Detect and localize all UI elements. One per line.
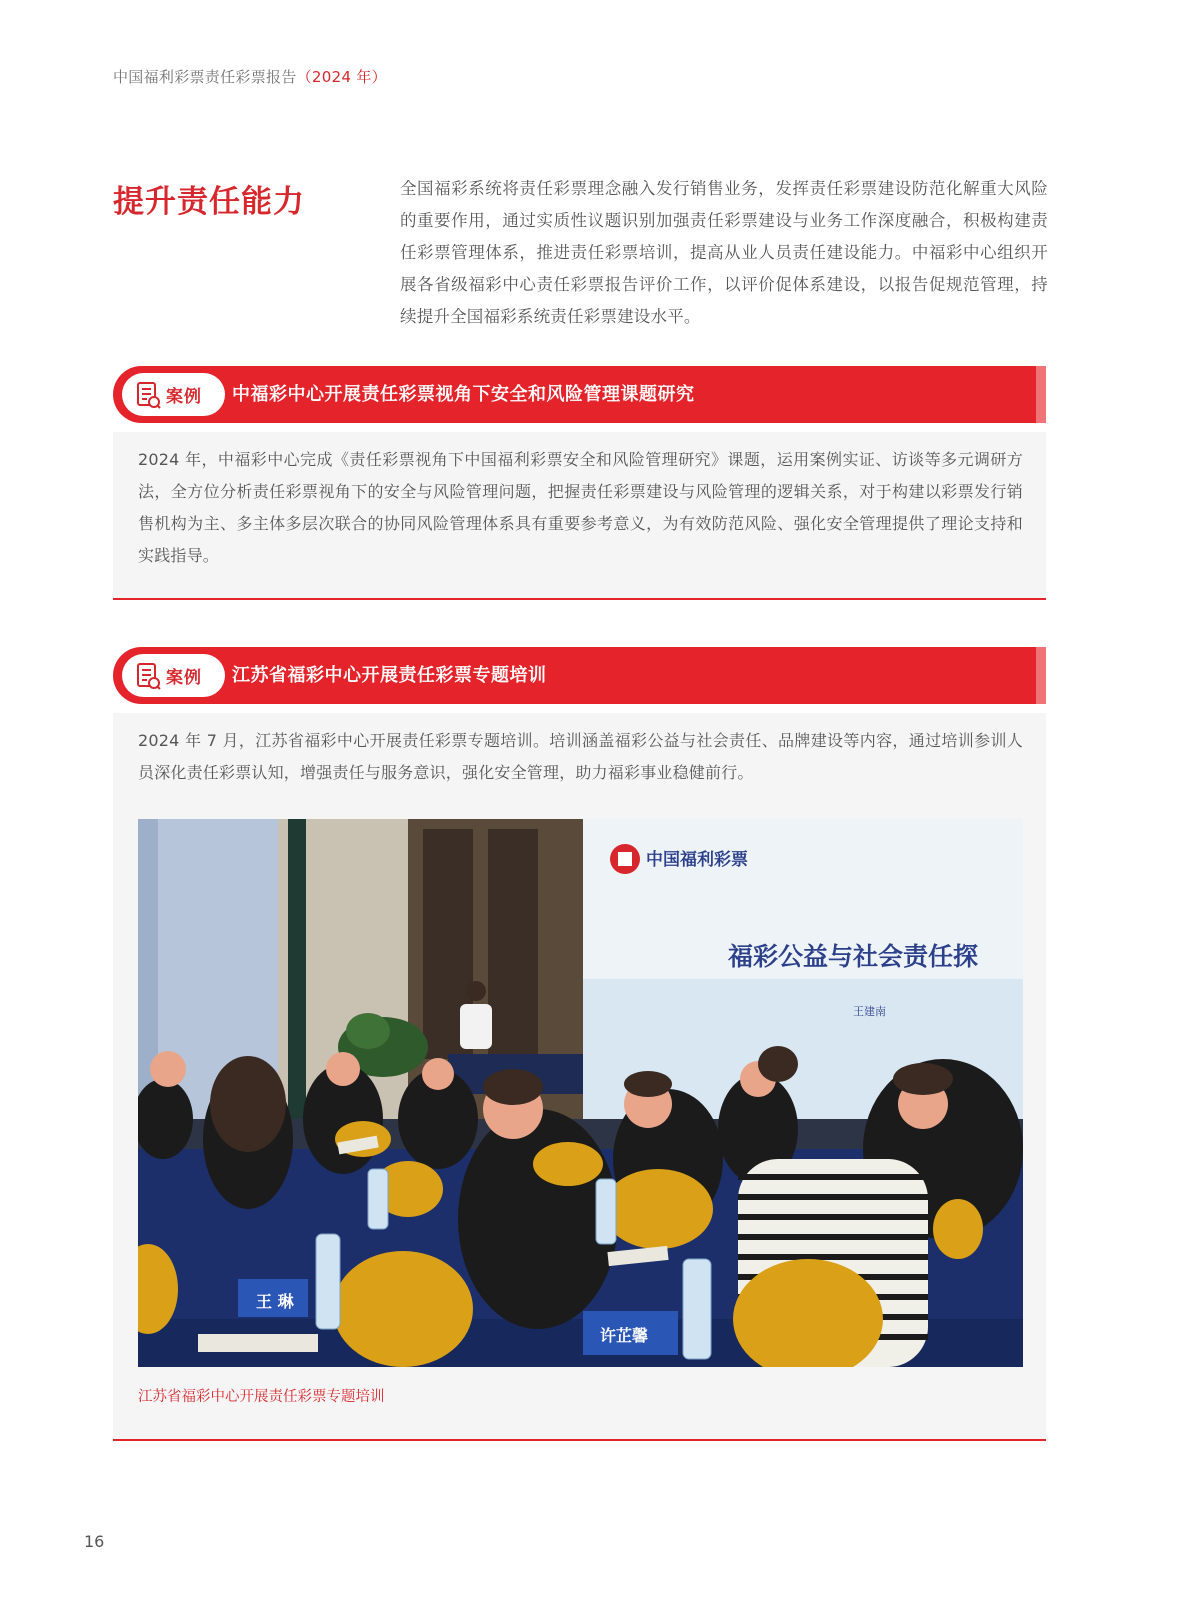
bar-edge	[1036, 366, 1046, 423]
case-badge	[122, 654, 225, 697]
report-title: 中国福利彩票责任彩票报告	[113, 68, 297, 86]
screen-speaker: 王建南	[853, 1005, 886, 1018]
training-photo	[138, 819, 1023, 1367]
screen-title: 福彩公益与社会责任探	[728, 942, 979, 971]
case-badge-label: 案例	[166, 387, 202, 407]
bar-edge	[1036, 647, 1046, 704]
case-header-1	[113, 366, 1046, 423]
photo-caption: 江苏省福彩中心开展责任彩票专题培训	[138, 1389, 385, 1405]
document-case-icon	[134, 380, 162, 410]
page-number: 16	[84, 1532, 105, 1551]
training-photo-illustration	[138, 819, 1023, 1367]
case-box-1	[113, 432, 1046, 600]
case-header-2	[113, 647, 1046, 704]
section-title: 提升责任能力	[113, 184, 305, 220]
screen-logo-text: 中国福利彩票	[646, 850, 748, 870]
case-box-2	[113, 713, 1046, 1441]
nameplate-2: 许芷馨	[600, 1326, 649, 1345]
case-body: 2024 年，中福彩中心完成《责任彩票视角下中国福利彩票安全和风险管理研究》课题，运用案例实证、访谈等多元调研方法，全方位分析责任彩票视角下的安全与风险管理问题，把握责任彩票建设与风险管理的逻辑关系，对于构建以彩票发行销售机构为主、多主体多层次联合的协同风险管理体系具有重要参考意义，为有效防范风险、强化安全管理提供了理论支持和实践指导。	[138, 450, 1023, 565]
case-badge	[122, 373, 225, 416]
nameplate-1: 王 琳	[256, 1292, 294, 1311]
case-title: 中福彩中心开展责任彩票视角下安全和风险管理课题研究	[232, 384, 695, 405]
case-badge-label: 案例	[166, 668, 202, 688]
document-case-icon	[134, 661, 162, 691]
case-title: 江苏省福彩中心开展责任彩票专题培训	[232, 665, 547, 686]
case-body: 2024 年 7 月，江苏省福彩中心开展责任彩票专题培训。培训涵盖福彩公益与社会责任、品牌建设等内容，通过培训参训人员深化责任彩票认知，增强责任与服务意识，强化安全管理，助力福彩事业稳健前行。	[138, 731, 1023, 782]
running-header	[113, 66, 387, 87]
section-intro: 全国福彩系统将责任彩票理念融入发行销售业务，发挥责任彩票建设防范化解重大风险的重要作用，通过实质性议题识别加强责任彩票建设与业务工作深度融合，积极构建责任彩票管理体系，推进责任彩票培训，提高从业人员责任建设能力。中福彩中心组织开展各省级福彩中心责任彩票报告评价工作，以评价促体系建设，以报告促规范管理，持续提升全国福彩系统责任彩票建设水平。	[400, 179, 1048, 326]
report-year: （2024 年）	[296, 68, 387, 86]
